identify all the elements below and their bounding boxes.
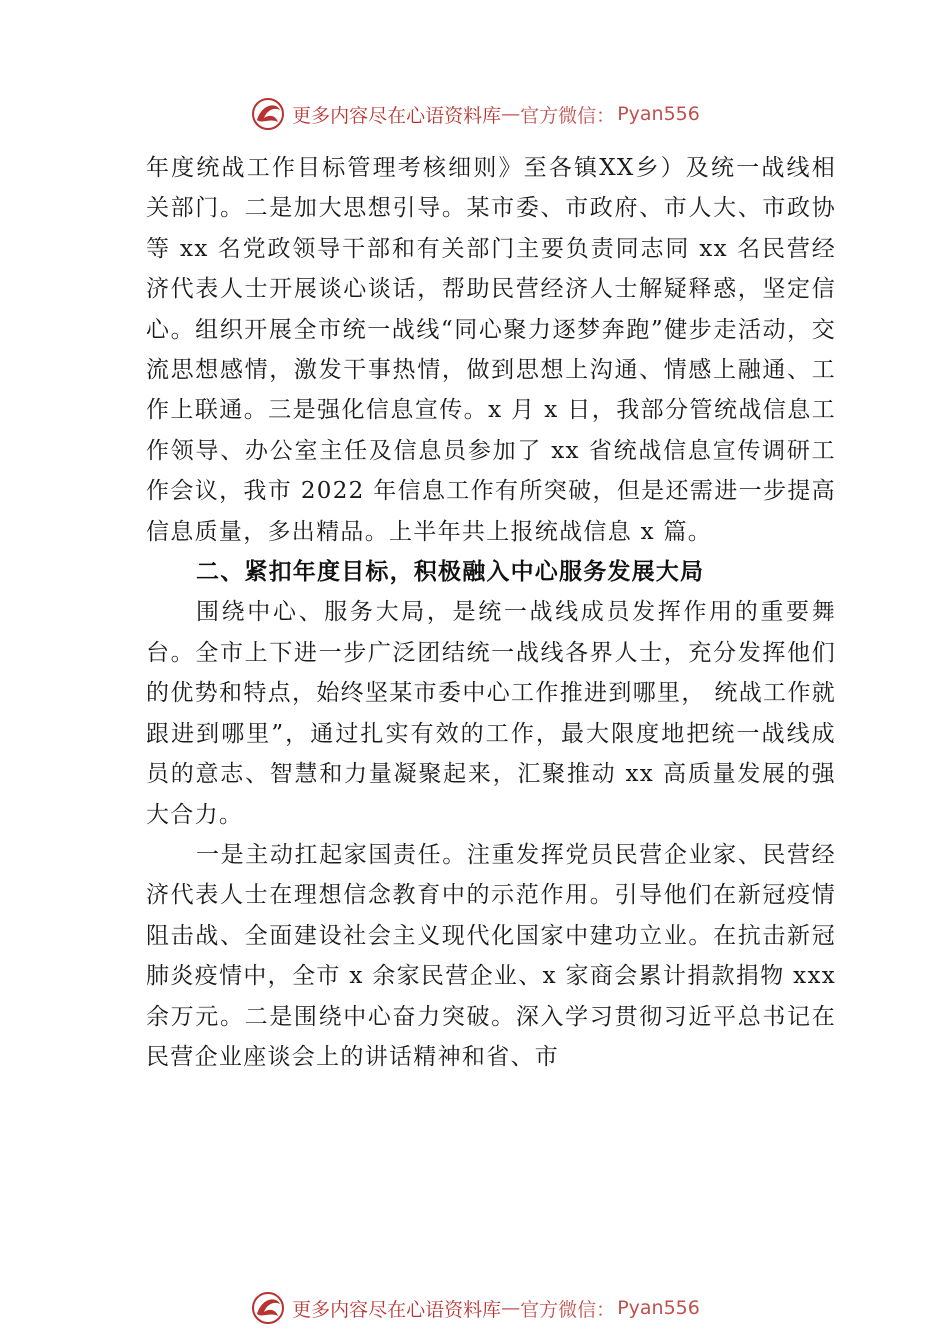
watermark-dash: — xyxy=(501,103,521,125)
watermark-prefix: 更多内容尽在心语资料库 xyxy=(292,104,502,127)
watermark-dash: — xyxy=(501,1297,521,1319)
paragraph-3: 一是主动扛起家国责任。注重发挥党员民营企业家、民营经济代表人士在理想信念教育中的示范作用。引导他们在新冠疫情阻击战、全面建设社会主义现代化国家中建功立业。在抗击新冠肺炎疫情中，全市 x 余家民营企业、x 家商会累计捐款捐物 xxx 余万元。二是围绕中心奋力突破。深入学习贯彻习近平总书记在民营企业座谈会上的讲话精神和省、市 xyxy=(146,841,836,1070)
watermark-middle: 官方微信： xyxy=(520,1298,616,1321)
section-heading-2: 二、紧扣年度目标，积极融入中心服务发展大局 xyxy=(196,559,705,586)
document-body xyxy=(146,148,836,1077)
paragraph-1: 年度统战工作目标管理考核细则》至各镇XX乡）及统一战线相关部门。二是加大思想引导。某市委、市政府、市人大、市政协等 xx 名党政领导干部和有关部门主要负责同志同 xx 名民营经济代表人士开展谈心谈话，帮助民营经济人士解疑释惑，坚定信心。组织开展全市统一战线“同心聚力逐梦奔跑”健步走活动，交流思想感情，激发干事热情，做到思想上沟通、情感上融通、工作上联通。三是强化信息宣传。x 月 x 日，我部分管统战信息工作领导、办公室主任及信息员参加了 xx 省统战信息宣传调研工作会议，我市 2022 年信息工作有所突破，但是还需进一步提高信息质量，多出精品。上半年共上报统战信息 x 篇。 xyxy=(146,155,836,545)
dragon-logo-icon xyxy=(250,96,286,132)
watermark-handle: Pyan556 xyxy=(617,1297,700,1319)
watermark-middle: 官方微信： xyxy=(520,104,616,127)
dragon-logo-icon xyxy=(250,1290,286,1326)
header-watermark xyxy=(0,92,950,136)
paragraph-2: 围绕中心、服务大局，是统一战线成员发挥作用的重要舞台。全市上下进一步广泛团结统一战线各界人士，充分发挥他们的优势和特点，始终坚某市委中心工作推进到哪里， 统战工作就跟进到哪里”，通过扎实有效的工作，最大限度地把统一战线成员的意志、智慧和力量凝聚起来，汇聚推动 xx 高质量发展的强大合力。 xyxy=(146,599,836,828)
watermark-prefix: 更多内容尽在心语资料库 xyxy=(292,1298,502,1321)
watermark-handle: Pyan556 xyxy=(617,103,700,125)
footer-watermark xyxy=(0,1286,950,1330)
